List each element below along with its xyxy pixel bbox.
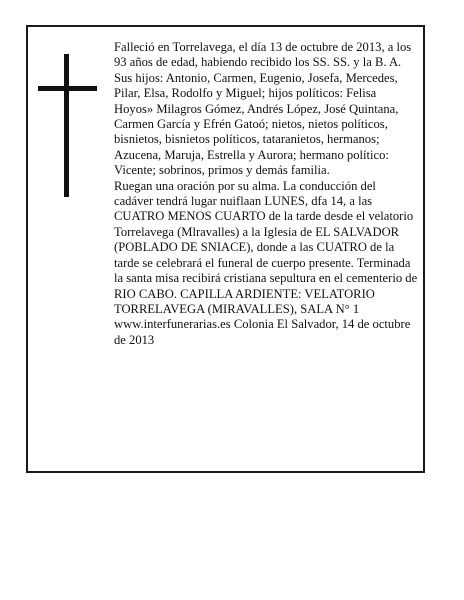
funeral-details: Ruegan una oración por su alma. La conducción del cadáver tendrá lugar nuiflaan LUNES, dfa 14, a las CUATRO MENOS CUARTO de la tarde desde el velatorio Torrelavega (Mlravalles) a la Iglesia de EL SALVADOR (POBLADO DE SNIACE), donde a las CUATRO de la tarde se celebrará el funeral de cuerpo presente. Terminada la santa misa recibirá cristiana sepultura en el cementerio de RIO CABO. CAPILLA ARDIENTE: VELATORIO TORRELAVEGA (MIRAVALLES), SALA N° 1 [114, 178, 418, 316]
website-and-date: www.interfunerarias.es Colonia El Salvador, 14 de octubre de 2013 [114, 317, 411, 347]
cross-icon-bar [38, 86, 97, 91]
family-list: Sus hijos: Antonio, Carmen, Eugenio, Josefa, Mercedes, Pilar, Elsa, Rodolfo y Miguel; hijos políticos: Felisa Hoyos» Milagros Gómez, Andrés López, José Quintana, Carmen García y Efrén Gatoó; nietos, nietos políticos, bisnietos, bisnietos políticos, tataranietos, hermanos; Azucena, Maruja, Estrella y Aurora; hermano político: Vicente; sobrinos, primos y demás familia. [114, 70, 399, 178]
cross-icon [64, 54, 69, 197]
obituary-text [114, 40, 418, 348]
death-announcement: Falleció en Torrelavega, el día 13 de octubre de 2013, a los 93 años de edad, habiendo recibido los SS. SS. y la B. A. [114, 40, 412, 70]
